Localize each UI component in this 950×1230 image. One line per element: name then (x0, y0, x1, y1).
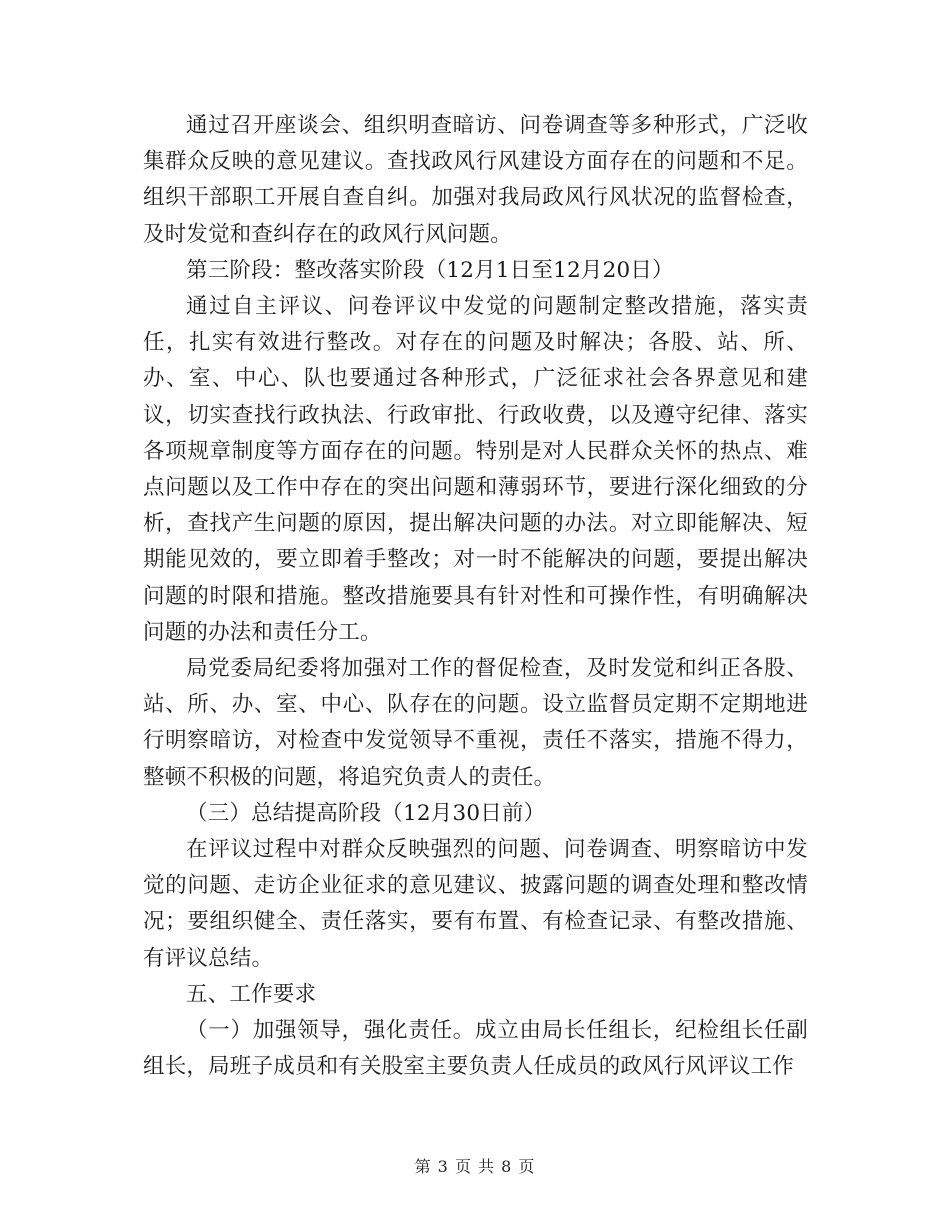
paragraph-rectification: 通过自主评议、问卷评议中发觉的问题制定整改措施，落实责任，扎实有效进行整改。对存在的问题及时解决；各股、站、所、办、室、中心、队也要通过各种形式，广泛征求社会各界意见和建议，切实查找行政执法、行政审批、行政收费，以及遵守纪律、落实各项规章制度等方面存在的问题。特别是对人民群众关怀的热点、难点问题以及工作中存在的突出问题和薄弱环节，要进行深化细致的分析，查找产生问题的原因，提出解决问题的办法。对立即能解决、短期能见效的，要立即着手整改；对一时不能解决的问题，要提出解决问题的时限和措施。整改措施要具有针对性和可操作性，有明确解决问题的办法和责任分工。 (143, 294, 808, 645)
paragraph-summary: 在评议过程中对群众反映强烈的问题、问卷调查、明察暗访中发觉的问题、走访企业征求的意见建议、披露问题的调查处理和整改情况；要组织健全、责任落实，要有布置、有检查记录、有整改措施、有评议总结。 (143, 837, 808, 971)
heading-work-requirements: 五、工作要求 (186, 981, 317, 1007)
paragraph-feedback-collection: 通过召开座谈会、组织明查暗访、问卷调查等多种形式，广泛收集群众反映的意见建议。查找政风行风建设方面存在的问题和不足。组织干部职工开展自查自纠。加强对我局政风行风状况的监督检查，及时发觉和查纠存在的政风行风问题。 (143, 113, 808, 247)
heading-stage-three: 第三阶段：整改落实阶段（12月1日至12月20日） (186, 257, 674, 283)
paragraph-supervision: 局党委局纪委将加强对工作的督促检查，及时发觉和纠正各股、站、所、办、室、中心、队存在的问题。设立监督员定期不定期地进行明察暗访，对检查中发觉领导不重视，责任不落实，措施不得力，整顿不积极的问题，将追究负责人的责任。 (143, 656, 808, 790)
page-number-footer: 第 3 页 共 8 页 (414, 1157, 536, 1176)
heading-summary-stage: （三）总结提高阶段（12月30日前） (186, 800, 546, 826)
paragraph-leadership: （一）加强领导，强化责任。成立由局长任组长，纪检组长任副组长，局班子成员和有关股室主要负责人任成员的政风行风评议工作 (143, 1018, 808, 1080)
document-body (143, 108, 808, 1085)
